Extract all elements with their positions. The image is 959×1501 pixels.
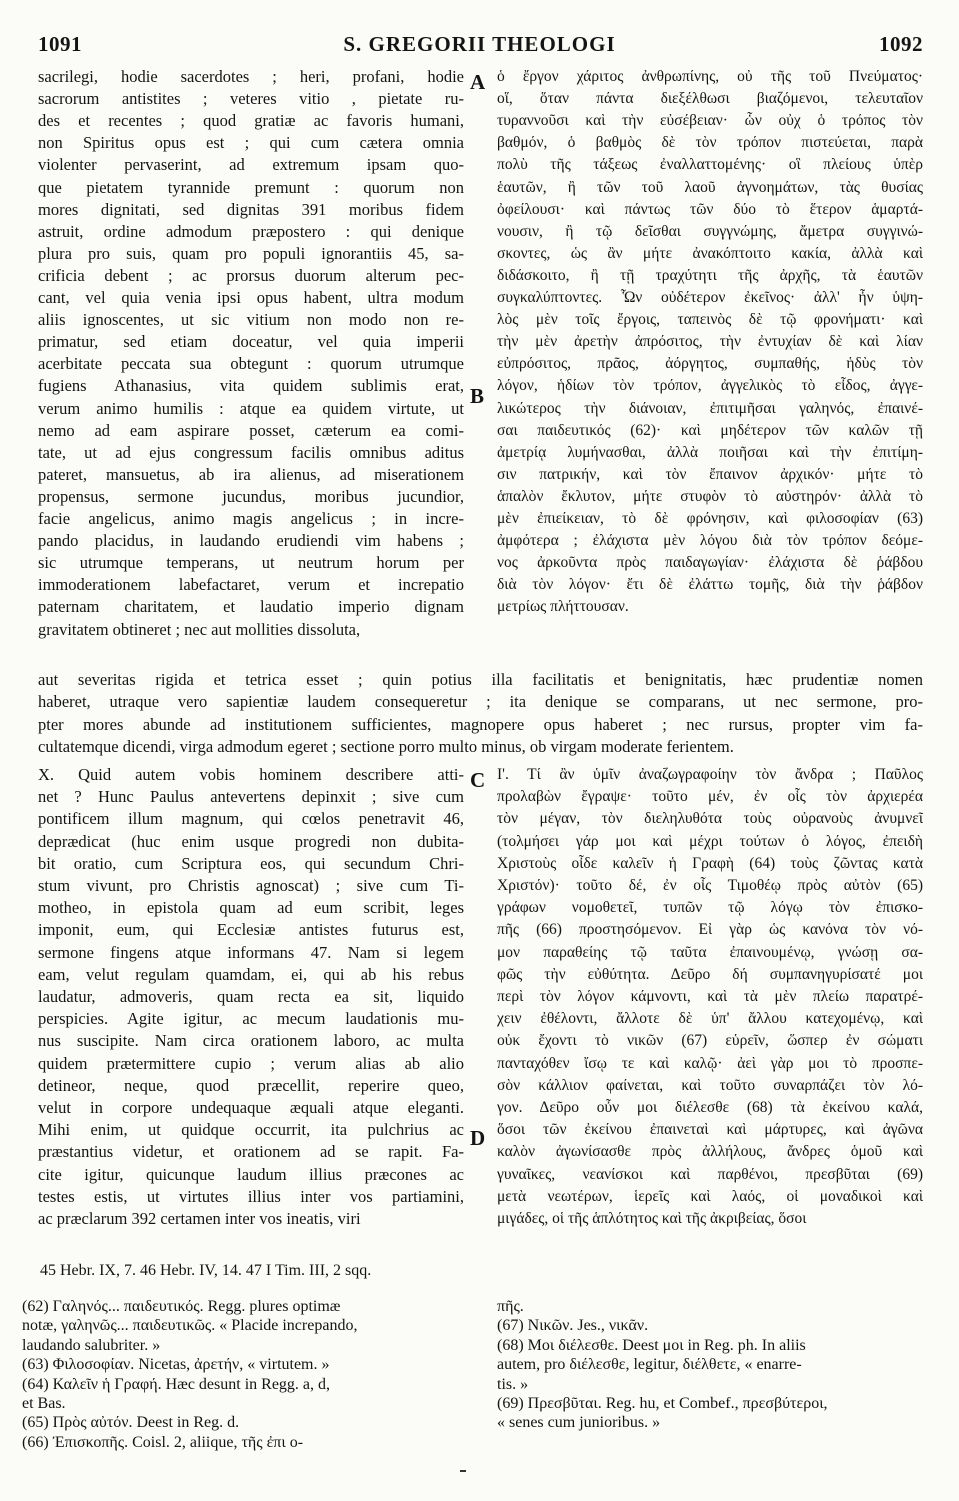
latin-text-line: acerbitate peccata sua obtegunt : quorum utrumque	[38, 354, 464, 374]
page-number-left: 1091	[38, 32, 82, 56]
latin-text-line: verum animo humilis : atque ea quidem virtute, ut	[38, 398, 464, 418]
latin-text-line: Mihi enim, ut quidque occurrit, ita pulchrius ac	[38, 1120, 464, 1140]
page-header	[0, 32, 959, 60]
footnote-line: (62) Γαληνός... παιδευτικός. Regg. plures optimæ	[22, 1298, 341, 1315]
latin-text-line: laudatur, admoveris, quam recta ea sit, liquido	[38, 987, 464, 1006]
greek-text-line: φῶς τὴν εὐθύτητα. Δεῦρο δή συμπανηγυρίσατέ μοι	[497, 965, 923, 983]
greek-text-line: τὴν μὲν ἀρετὴν ἀπρόσιτος, τὴν ἐντυχίαν δὲ καὶ λίαν	[497, 333, 923, 351]
latin-text-line: eam, velut regulam quamdam, ei, qui ab his rebus	[38, 964, 464, 984]
latin-text-line: ac præclarum 392 certamen inter vos ineatis, viri	[38, 1209, 361, 1228]
margin-letter-c: C	[470, 768, 486, 792]
greek-text-line: σκοντες, ὡς ἂν μήτε ἀνακόπτοιτο κακία, ἀλλὰ καὶ	[497, 244, 923, 262]
greek-text-line: ἑαυτῶν, ἢ τῶν τοῦ λαοῦ ἀγνοημάτων, τὰς θυσίας	[497, 178, 923, 196]
latin-text-line: aut severitas rigida et tetrica esset ; quin potius illa facilitatis et benignitatis, hæc prudentiæ nomen	[38, 670, 923, 689]
footnote-line: laudando salubriter. »	[22, 1336, 161, 1354]
greek-text-line: Χριστοὺς οἶδε καλεῖν ἡ Γραφὴ (64) τοὺς ζῶντας κατὰ	[497, 854, 923, 872]
latin-text-line: pontificem illum magnum, qui cœlos penetravit 46,	[38, 809, 464, 829]
greek-text-line: γον. Δεῦρο οὖν μοι διέλεσθε (68) τὰ ἐκείνου καλά,	[497, 1099, 923, 1116]
latin-text-line: stum vivunt, pro Christis agnoscat) ; sive cum Ti-	[38, 876, 464, 895]
greek-text-line: χειν ἐθέλοντι, ἄλλοτε δὲ ὑπ' ἄλλου κατεχομένῳ, καὶ	[497, 1010, 923, 1028]
latin-text-line: præstantius videtur, et orationem ad se rapit. Fa-	[38, 1142, 464, 1162]
latin-text-line: non Spiritus opus est ; qui cum cætera omnia	[38, 133, 464, 153]
greek-text-line: ἀμετρίᾳ λυμήνασθαι, ἀλλὰ ποιῆσαι καὶ τὴν ἐπιτίμη-	[497, 443, 923, 461]
footnote-line: notæ, γαληνῶς... παιδευτικῶς. « Placide increpando,	[22, 1317, 358, 1335]
latin-text-line: primatur, sed etiam doceatur, vel quia imperii	[38, 332, 464, 352]
greek-text-line: διδάσκοιτο, ἢ τῇ τραχύτητι τῆς ἀρχῆς, τὰ ἑαυτῶν	[497, 266, 923, 284]
latin-text-line: mores dignitati, sed dignitas 391 moribus fidem	[38, 199, 464, 219]
latin-text-line: propensus, sermone jucundus, moribus jucundior,	[38, 486, 464, 506]
footnote-line: (64) Καλεῖν ἡ Γραφή. Hæc desunt in Regg. a, d,	[22, 1375, 331, 1393]
margin-letter-d: D	[470, 1126, 486, 1150]
latin-text-line: nus suscipite. Nam circa orationem laboro, ac multa	[38, 1031, 464, 1051]
page-number-right: 1092	[879, 32, 923, 56]
greek-text-line: Ι'. Τί ἂν ὑμῖν ἀναζωγραφοίην τὸν ἄνδρα ; Παῦλος	[497, 766, 923, 783]
greek-text-line: πῆς (66) προστησόμενον. Εἰ γὰρ ὡς κανόνα τὸν νό-	[497, 921, 923, 939]
latin-text-line: crificia debent ; ac prorsus duorum alterum pec-	[38, 265, 464, 285]
latin-text-line: violenter pervaserint, ad extremum ipsam quo-	[38, 155, 464, 175]
greek-text-line: ὀφείλουσι· καὶ πάντως τῶν δύο τὸ ἕτερον ἁμαρτά-	[497, 200, 923, 218]
latin-text-line: aliis ignoscentes, ut sic vitium non modo non re-	[38, 310, 464, 330]
footnote-line: autem, pro διέλεσθε, legitur, διέλθετε, « enarre-	[497, 1356, 802, 1374]
latin-text-line: immoderationem labefactaret, verum et increpatio	[38, 575, 464, 595]
footnote-line: (68) Μοι διέλεσθε. Deest μοι in Reg. ph. In aliis	[497, 1336, 806, 1354]
greek-text-line: συγκαλύπτοντες. Ὧν οὐδέτερον ἐκεῖνος· ἀλλ' ἦν ὑψη-	[497, 289, 923, 306]
footnote-line: (69) Πρεσβῦται. Reg. hu, et Combef., πρεσβύτεροι,	[497, 1395, 828, 1412]
greek-text-line: διὰ τὸν λόγον· ἔτι δὲ ἐλάττω τομῆς, διὰ τὴν ῥάβδον	[497, 576, 923, 594]
latin-text-line: cant, vel quia venia ipsi opus habent, ultra modum	[38, 288, 464, 307]
latin-text-line: sacrilegi, hodie sacerdotes ; heri, profani, hodie	[38, 67, 464, 86]
latin-text-line: sic utrumque temperans, ut neutrum horum per	[38, 553, 464, 573]
greek-text-line: βαθμόν, ὁ βαθμὸς δὲ τὸν τρόπον πιστεύεται, παρὰ	[497, 134, 923, 152]
latin-text-line: plura pro suis, quam pro populi ignorantiis 45, sa-	[38, 243, 464, 263]
latin-text-line: que pietatem tyrannide premunt : quorum non	[38, 177, 464, 197]
greek-text-line: λικώτερος τὴν διάνοιαν, ἐπιτιμῆσαι γαληνός, ἐπαινέ-	[497, 399, 923, 417]
footnote-line: πῆς.	[497, 1298, 524, 1315]
latin-text-line: pter mores abunde ad institutionem sufficientes, magnopere opus haberet ; nec rursus, propter vim fa-	[38, 714, 923, 734]
greek-text-line: καλὸν ἀγωνίσασθε πρὸς ἀλλήλους, ἄνδρες ὁμοῦ καὶ	[497, 1143, 923, 1161]
greek-text-line: σαι παιδευτικός (62)· καὶ μηδέτερον τῶν καλῶν τῇ	[497, 421, 923, 439]
latin-text-line: cite igitur, quicunque laudum illius præcones ac	[38, 1164, 464, 1184]
greek-text-line: λὸς μὲν τοῖς ἔργοις, ταπεινὸς δὲ τῷ φρονήματι· καὶ	[497, 311, 923, 329]
greek-text-line: οὐκ ἔχοντι τὸ νικῶν (67) εὑρεῖν, ὥσπερ ἐν σώματι	[497, 1032, 923, 1050]
latin-text-line: cultatemque dicendi, virga admodum egeret ; sectione porro multo minus, ob virgam moderate ferientem.	[38, 736, 734, 756]
greek-text-line: μὲν ἐπιείκειαν, τὸ δὲ φρόνησιν, καὶ φιλοσοφίαν (63)	[497, 510, 923, 527]
greek-text-line: μετὰ νεωτέρων, ἱερεῖς καὶ λαός, οἱ μοναδικοὶ καὶ	[497, 1187, 923, 1205]
latin-text-line: des et recentes ; quod gratiæ ac favoris humani,	[38, 111, 464, 131]
scripture-references: 45 Hebr. IX, 7. 46 Hebr. IV, 14. 47 I Tim. III, 2 sqq.	[40, 1262, 372, 1279]
footnote-line: (65) Πρὸς αὐτόν. Deest in Reg. d.	[22, 1414, 240, 1432]
greek-text-line: μετρίως πλήττουσαν.	[497, 598, 629, 616]
greek-text-line: τυραννοῦσι καὶ τὴν εὐσέβειαν· ὧν οὐχ ὁ τρόπος τὸν	[497, 112, 923, 130]
greek-text-line: πολὺ τῆς τάξεως ἐναλλαττομένης· οἳ πλείους ὑπὲρ	[497, 156, 923, 174]
greek-text-line: τὸν μέγαν, τὸν διεληλυθότα τοὺς οὐρανοὺς ἀνυμνεῖ	[497, 810, 923, 828]
greek-text-line: μιγάδες, οἱ τῆς ἁπλότητος καὶ τῆς ἀκριβείας, ὅσοι	[497, 1210, 807, 1227]
latin-text-line: nemo ad eam aspirare posset, cæterum ea comi-	[38, 420, 464, 440]
footnote-line: et Bas.	[22, 1395, 66, 1412]
latin-text-line: quidem prætermittere cupio ; verum alias ab alio	[38, 1053, 464, 1073]
latin-text-line: X. Quid autem vobis hominem describere atti-	[38, 765, 464, 784]
latin-text-line: bit oratio, cum Scriptura eos, qui secundum Chri-	[38, 853, 464, 873]
margin-letter-b: B	[470, 384, 485, 408]
latin-text-line: net ? Hunc Paulus antevertens depinxit ; sive cum	[38, 787, 464, 807]
greek-text-line: ὅσοι τῶν ἐκείνου ἐπαινεταὶ καὶ μάρτυρες, καὶ ἀγῶνα	[497, 1121, 923, 1139]
greek-text-line: νουσιν, ἢ τῷ δεῖσθαι συγγνώμης, ἄμετρα συγγινώ-	[497, 222, 923, 240]
latin-text-line: imponit, eum, qui Ecclesiæ antistes futurus est,	[38, 920, 464, 940]
latin-text-line: astruit, ordine admodum præpostero : qui denique	[38, 221, 464, 241]
greek-text-line: νος ἀρκοῦντα πρὸς παιδαγωγίαν· ἐλάχιστα δὲ ῥάβδου	[497, 554, 923, 572]
greek-text-line: (τολμήσει γάρ μοι καὶ μέχρι τούτων ὁ λόγος, ἐπειδὴ	[497, 832, 923, 850]
latin-text-line: sermone fingens atque informans 47. Nam si legem	[38, 942, 464, 962]
greek-text-line: γυναῖκες, νεανίσκοι καὶ παρθένοι, πρεσβῦται (69)	[497, 1165, 923, 1183]
running-title: S. GREGORII THEOLOGI	[343, 32, 616, 56]
footnote-line: (66) Ἐπισκοπῆς. Coisl. 2, aliique, τῆς ἐπι ο-	[22, 1433, 304, 1451]
greek-text-line: σὸν κάλλιον φαίνεται, καὶ τοῦτο συναρπάζει τὸν λό-	[497, 1076, 923, 1094]
greek-text-line: ὁ ἔργον χάριτος ἀνθρωπίνης, οὐ τῆς τοῦ Πνεύματος·	[497, 68, 923, 85]
latin-text-line: detineor, neque, quod præcellit, reperire queo,	[38, 1075, 464, 1095]
latin-text-line: fugiens Athanasius, vita quidem sublimis erat,	[38, 376, 464, 396]
latin-text-line: facie angelicus, animo magis angelicus ; in incre-	[38, 509, 464, 528]
latin-text-line: gravitatem obtineret ; nec aut mollities dissoluta,	[38, 619, 361, 639]
latin-text-line: haberet, utraque vero sapientiæ laudem consequeretur ; ita denique se comparans, ut nec sermone, pro-	[38, 692, 923, 712]
greek-text-line: λόγον, ἡδίων τὸν τρόπον, ἀγγελικὸς τὸ εἶδος, ἀγγε-	[497, 377, 923, 395]
latin-text-line: tate, ut ad ejus congressum facilis omnibus aditus	[38, 442, 464, 462]
greek-text-line: ἀμφότερα ; ἐλάχιστα μὲν λόγου διὰ τὸν τρόπον δεόμε-	[497, 532, 923, 550]
latin-text-line: pateret, mansuetus, ab ira alienus, ad miserationem	[38, 464, 464, 484]
latin-text-line: deprædicat (huc enim usque progredi non dubita-	[38, 831, 464, 851]
margin-letter-a: A	[470, 70, 486, 94]
bottom-mark	[460, 1470, 466, 1472]
greek-text-line: σιν πατρικήν, καὶ τὸν ἔπαινον ἀρχικόν· μήτε τὸ	[497, 465, 923, 483]
footnote-line: tis. »	[497, 1375, 529, 1393]
greek-text-line: γράφων νομοθετεῖ, τυπῶν τῷ λόγῳ τὸν ἐπισκο-	[497, 899, 923, 917]
greek-text-line: οἵ, ὅταν πάντα διεξέλθωσι βιαζόμενοι, τελευταῖον	[497, 90, 923, 108]
latin-text-line: testes estis, ut virtutes illius inter vos partiamini,	[38, 1186, 464, 1206]
footnote-line: « senes cum junioribus. »	[497, 1414, 661, 1432]
latin-text-line: motheo, in epistola quam ad eum scribit, leges	[38, 898, 464, 918]
footnote-line: (67) Νικῶν. Jes., νικᾶν.	[497, 1317, 649, 1335]
greek-text-line: μον παραθείης τῷ ταῦτα ἐπαινουμένῳ, γνώσῃ σα-	[497, 943, 923, 961]
greek-text-line: πανταχόθεν ἴσῳ τε καὶ καλῷ· ἀεὶ γὰρ μοι τὸ προσπε-	[497, 1054, 923, 1072]
latin-text-line: paternam charitatem, et laudatio imperio dignam	[38, 597, 464, 617]
greek-text-line: περὶ τὸν λόγον κάμνοντι, καὶ τὰ μὲν πλείω παρατρέ-	[497, 988, 923, 1005]
greek-text-line: εὐπρόσιτος, πρᾶος, ἀόργητος, συμπαθής, ἡδὺς τὸν	[497, 355, 923, 373]
latin-text-line: pando placidus, in laudando erudiendi vim habens ;	[38, 531, 464, 551]
footnote-line: (63) Φιλοσοφίαν. Nicetas, ἀρετήν, « virtutem. »	[22, 1356, 330, 1374]
latin-text-line: velut in corpore undequaque æquali atque eleganti.	[38, 1098, 464, 1117]
latin-text-line: sacrorum antistites ; veteres vitio , pietate ru-	[38, 89, 464, 109]
greek-text-line: προλαβὼν ἔγραψε· τοῦτο μέν, ἐν οἷς τὸν ἀρχιερέα	[497, 788, 923, 806]
latin-text-line: perspicies. Agite igitur, ac mecum laudationis mu-	[38, 1009, 464, 1029]
greek-text-line: Χριστόν)· τοῦτο δέ, ἐν οἷς Τιμοθέῳ πρὸς αὐτὸν (65)	[497, 877, 923, 894]
greek-text-line: ἁπαλὸν ἔκλυτον, μήτε στυφὸν τὸ αὐστηρόν· ἀλλὰ τὸ	[497, 487, 923, 505]
